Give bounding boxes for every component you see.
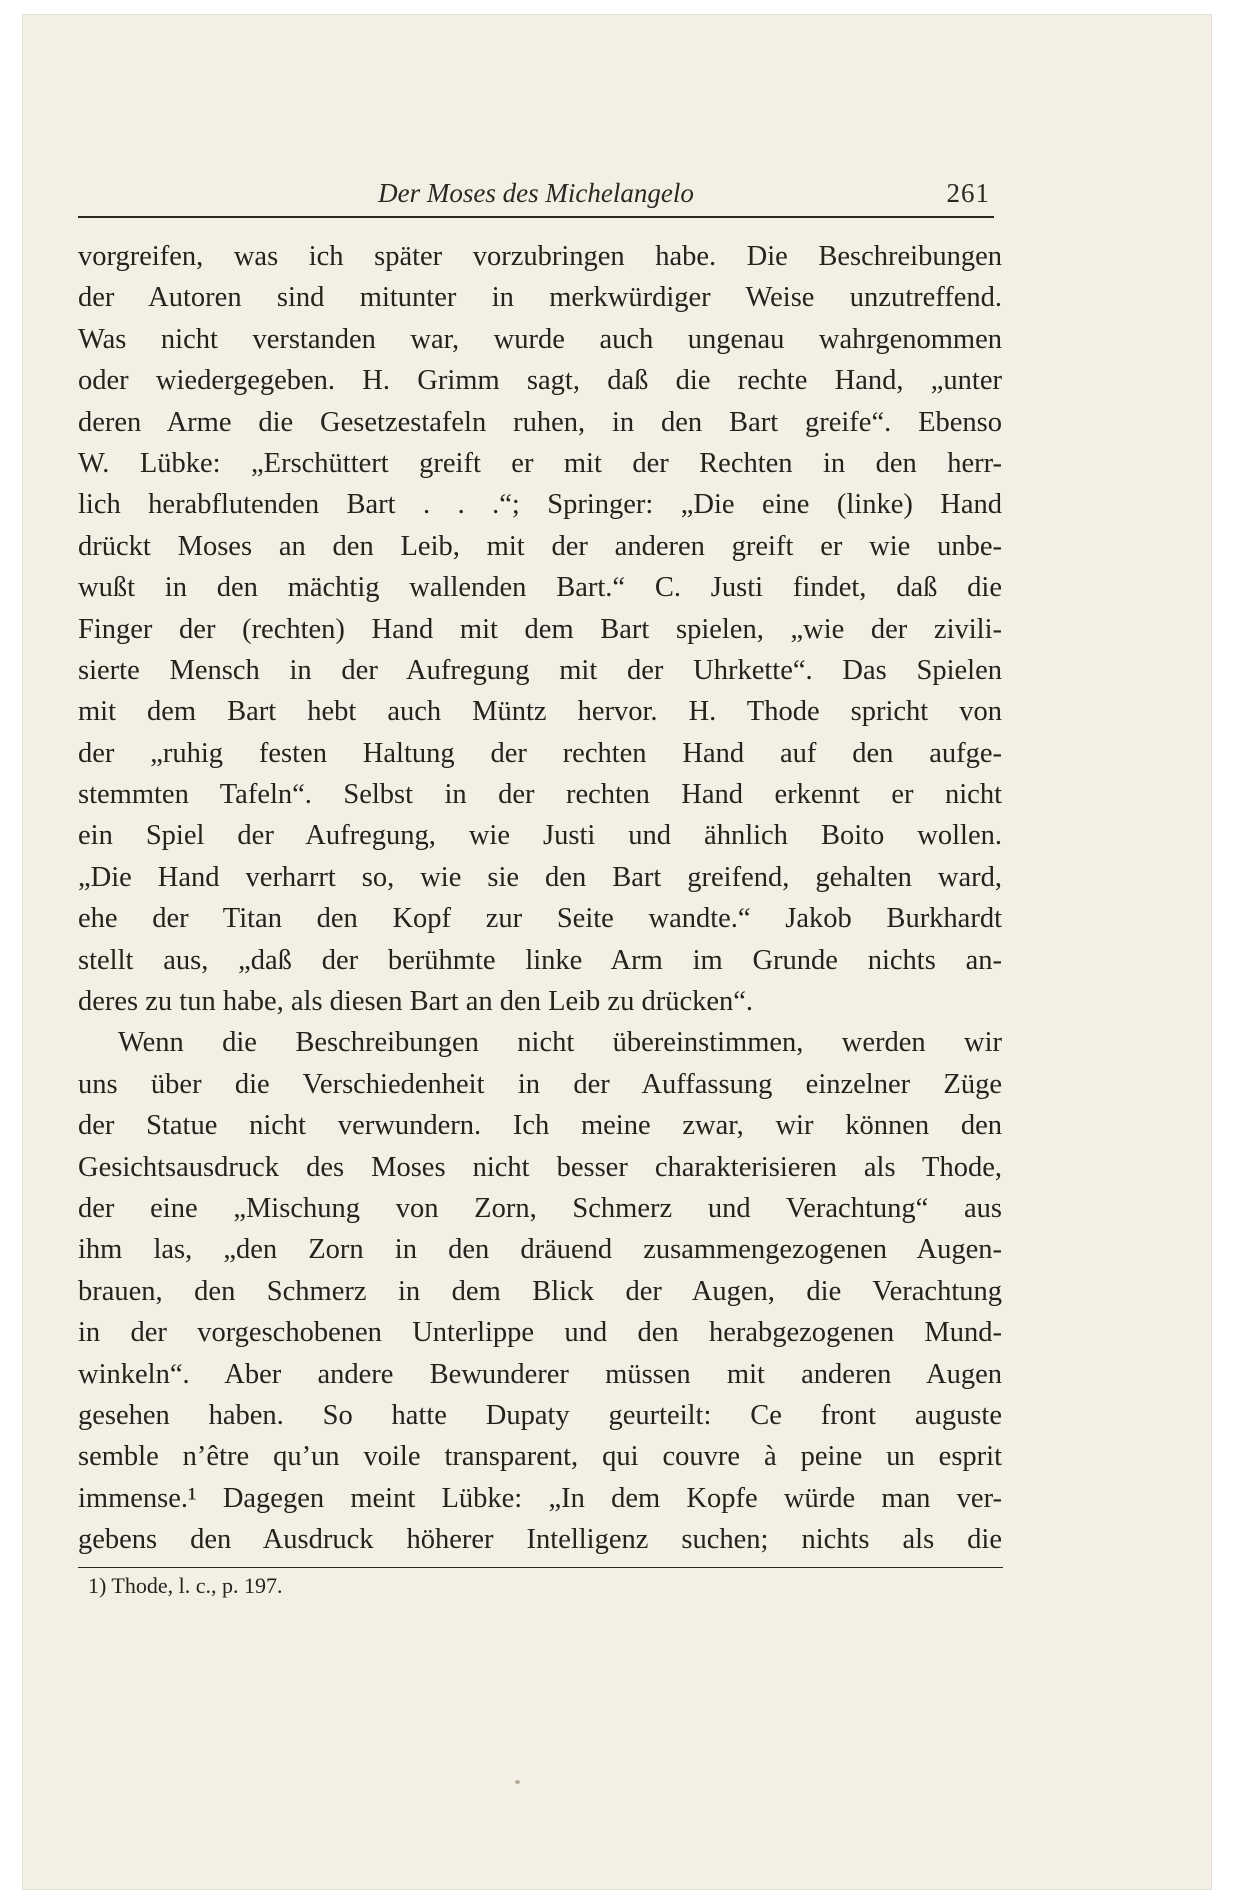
text-line: wußt in den mächtig wallenden Bart.“ C. Justi findet, daß die [78, 572, 1002, 604]
text-line: der eine „Mischung von Zorn, Schmerz und Verachtung“ aus [78, 1192, 1002, 1224]
text-line: immense.¹ Dagegen meint Lübke: „In dem Kopfe würde man ver- [78, 1482, 1002, 1514]
text-line: sierte Mensch in der Aufregung mit der Uhrkette“. Das Spielen [78, 654, 1002, 686]
text-line: ihm las, „den Zorn in den dräuend zusammengezogenen Augen- [78, 1234, 1002, 1266]
paragraph-end-line: deres zu tun habe, als diesen Bart an den Leib zu drücken“. [78, 986, 754, 1018]
text-line: W. Lübke: „Erschüttert greift er mit der Rechten in den herr- [78, 447, 1002, 479]
text-line: oder wiedergegeben. H. Grimm sagt, daß die rechte Hand, „unter [78, 365, 1002, 397]
paper-speck [515, 1780, 520, 1784]
text-line: in der vorgeschobenen Unterlippe und den herabgezogenen Mund- [78, 1317, 1002, 1349]
text-line: ehe der Titan den Kopf zur Seite wandte.“ Jakob Burkhardt [78, 903, 1002, 935]
paragraph-start-line: Wenn die Beschreibungen nicht übereinstimmen, werden wir [118, 1027, 1002, 1059]
text-line: gebens den Ausdruck höherer Intelligenz suchen; nichts als die [78, 1524, 1002, 1556]
text-line: mit dem Bart hebt auch Müntz hervor. H. Thode spricht von [78, 696, 1002, 728]
text-line: der „ruhig festen Haltung der rechten Hand auf den aufge- [78, 737, 1002, 769]
text-line: winkeln“. Aber andere Bewunderer müssen mit anderen Augen [78, 1358, 1002, 1390]
text-line: brauen, den Schmerz in dem Blick der Augen, die Verachtung [78, 1275, 1002, 1307]
text-line: drückt Moses an den Leib, mit der anderen greift er wie unbe- [78, 530, 1002, 562]
text-line: stemmten Tafeln“. Selbst in der rechten Hand erkennt er nicht [78, 779, 1002, 811]
text-line: deren Arme die Gesetzestafeln ruhen, in den Bart greife“. Ebenso [78, 406, 1002, 438]
page-header [78, 176, 994, 218]
text-line: der Statue nicht verwundern. Ich meine zwar, wir können den [78, 1110, 1002, 1142]
text-line: stellt aus, „daß der berühmte linke Arm im Grunde nichts an- [78, 944, 1002, 976]
text-line: Finger der (rechten) Hand mit dem Bart spielen, „wie der zivili- [78, 613, 1002, 645]
footnote: 1) Thode, l. c., p. 197. [88, 1573, 283, 1598]
text-line: Gesichtsausdruck des Moses nicht besser charakterisieren als Thode, [78, 1151, 1002, 1183]
text-line: gesehen haben. So hatte Dupaty geurteilt: Ce front auguste [78, 1399, 1002, 1431]
page-number: 261 [946, 178, 990, 208]
text-line: ein Spiel der Aufregung, wie Justi und ähnlich Boito wollen. [78, 820, 1002, 852]
text-line: uns über die Verschiedenheit in der Auffassung einzelner Züge [78, 1068, 1002, 1100]
body-text [78, 236, 1002, 1561]
text-line: semble n’être qu’un voile transparent, qui couvre à peine un esprit [78, 1441, 1002, 1473]
text-line: der Autoren sind mitunter in merkwürdiger Weise unzutreffend. [78, 282, 1002, 314]
text-line: vorgreifen, was ich später vorzubringen habe. Die Beschreibungen [78, 241, 1002, 272]
text-line: Was nicht verstanden war, wurde auch ungenau wahrgenommen [78, 323, 1002, 355]
text-line: „Die Hand verharrt so, wie sie den Bart greifend, gehalten ward, [78, 861, 1002, 893]
running-title: Der Moses des Michelangelo [378, 178, 694, 208]
text-line: lich herabflutenden Bart . . .“; Springer: „Die eine (linke) Hand [78, 489, 1002, 521]
